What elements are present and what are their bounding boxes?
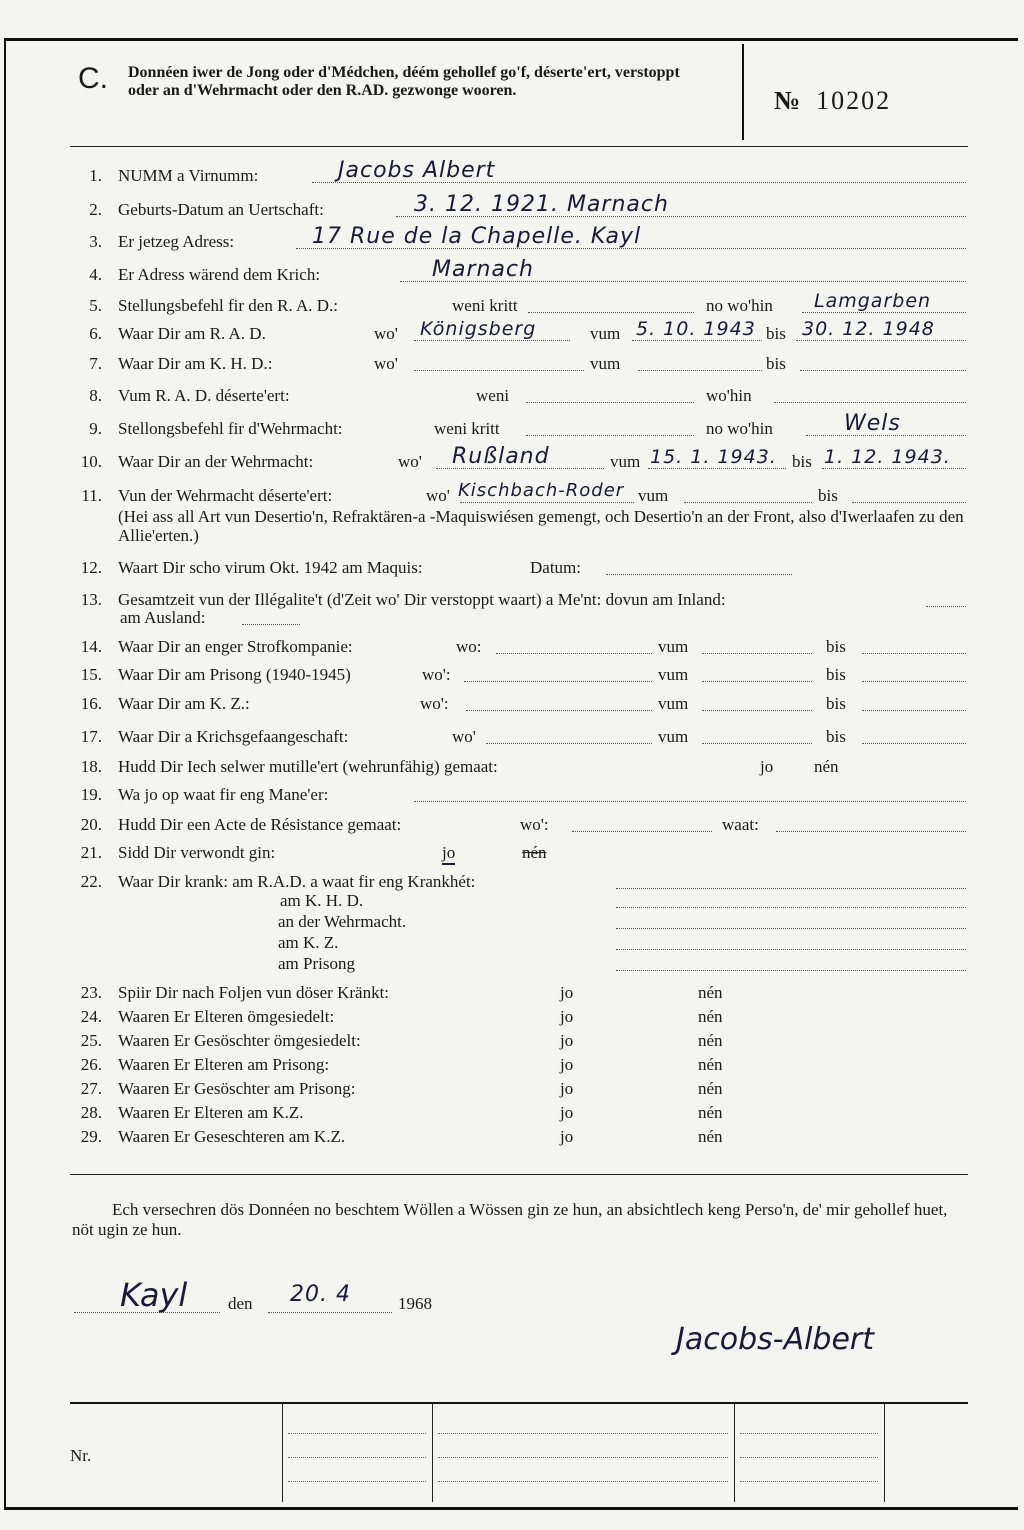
field-label: wo': [422, 665, 451, 684]
fill-line [288, 1432, 426, 1434]
row-number: 28. [80, 1103, 102, 1122]
sick-prisong: am Prisong [278, 954, 355, 973]
field-label: wo' [374, 324, 398, 343]
form-number [774, 86, 891, 116]
field-label: bis [766, 324, 786, 343]
form-row-4 [76, 257, 968, 289]
row-number: 20. [80, 815, 102, 834]
row-number: 2. [89, 200, 102, 219]
row-number: 18. [80, 757, 102, 776]
row-label: Waar Dir am K. Z.: [118, 694, 250, 713]
field-label: vum [658, 665, 689, 684]
row-number: 6. [89, 324, 102, 343]
row-label: Vum R. A. D. déserte'ert: [118, 386, 290, 405]
row-number: 26. [80, 1055, 102, 1074]
fill-line [684, 486, 812, 503]
form-row-16 [76, 694, 968, 718]
fill-line [616, 933, 966, 950]
row-label: Vun der Wehrmacht déserte'ert: [118, 486, 333, 505]
sick-kz: am K. Z. [278, 933, 339, 952]
fill-line [414, 354, 584, 371]
row-number: 22. [80, 872, 102, 891]
row-label: Waart Dir scho virum Okt. 1942 am Maquis: [118, 558, 423, 577]
row-number: 9. [89, 419, 102, 438]
desertion-note: (Hei ass all Art vun Desertio'n, Refraktären-a -Maquiswiésen gemengt, och Desertio'n an der Front, also d'Iwerlaafen zu den Allie'erten.) [118, 507, 964, 545]
row-number: 15. [80, 665, 102, 684]
field-label: wo'hin [706, 386, 752, 405]
form-row-17 [76, 727, 968, 751]
row-number: 12. [80, 558, 102, 577]
field-label: vum [658, 727, 689, 746]
row-label: Er Adress wärend dem Krich: [118, 265, 321, 284]
sick-khd: am K. H. D. [280, 891, 364, 910]
option-yes: jo [560, 1055, 574, 1074]
fill-line [740, 1480, 878, 1482]
field-label: bis [826, 727, 846, 746]
form-row-12 [76, 558, 968, 582]
field-label: vum [658, 637, 689, 656]
row-label: Er jetzeg Adress: [118, 232, 235, 251]
row-number: 10. [80, 452, 102, 471]
fill-line [862, 637, 966, 654]
option-yes: jo [560, 1127, 574, 1146]
row-number: 1. [89, 166, 102, 185]
row-number: 23. [80, 983, 102, 1002]
field-label: wo' [374, 354, 398, 373]
field-label: waat: [722, 815, 759, 834]
form-row-21 [76, 843, 968, 867]
form-row-15 [76, 665, 968, 689]
handwritten-name: Jacobs Albert [338, 158, 496, 183]
form-row-18 [76, 757, 968, 781]
fill-line [526, 386, 694, 403]
row-number: 21. [80, 843, 102, 862]
section-heading: Donnéen iwer de Jong oder d'Médchen, déém gehollef go'f, déserte'ert, verstoppt oder an d'Wehrmacht oder den R.AD. gezwonge wooren. [128, 64, 680, 99]
field-label: wo: [456, 637, 482, 656]
fill-line [774, 386, 966, 403]
field-label: wo': [520, 815, 549, 834]
table-divider [432, 1404, 433, 1502]
handwritten-place-signed: Kayl [120, 1276, 188, 1314]
option-no: nén [698, 1007, 723, 1026]
option-yes: jo [560, 983, 574, 1002]
signature: Jacobs-Albert [676, 1322, 875, 1357]
row-label: NUMM a Virnumm: [118, 166, 259, 185]
row-label: Sidd Dir verwondt gin: [118, 843, 276, 862]
row-number: 5. [89, 296, 102, 315]
field-label: weni kritt [434, 419, 500, 438]
option-yes: jo [760, 757, 774, 776]
row-label: Hudd Dir een Acte de Résistance gemaat: [118, 815, 402, 834]
row-number: 3. [89, 232, 102, 251]
form-row-6 [76, 318, 968, 348]
field-label: Datum: [530, 558, 581, 577]
row-number: 17. [80, 727, 102, 746]
fill-line [288, 1480, 426, 1482]
row-label: Waar Dir am R. A. D. [118, 324, 266, 343]
field-label: bis [826, 637, 846, 656]
section-rule [70, 1174, 968, 1175]
form-row-24 [76, 1007, 968, 1031]
row-label: Waar Dir an enger Strofkompanie: [118, 637, 353, 656]
fill-line [438, 1456, 728, 1458]
fill-line [438, 1432, 728, 1434]
form-row-23 [76, 983, 968, 1007]
field-label: bis [766, 354, 786, 373]
fill-line [926, 590, 966, 607]
handwritten-date-signed: 20. 4 [290, 1282, 351, 1307]
fill-line [702, 637, 812, 654]
handwritten-date-to: 30. 12. 1948 [802, 318, 935, 340]
field-label: vum [590, 354, 621, 373]
handwritten-place: Königsberg [420, 318, 537, 340]
fill-line [242, 608, 300, 625]
field-label: bis [826, 694, 846, 713]
option-no: nén [814, 757, 839, 776]
row-label: Waaren Er Elteren ömgesiedelt: [118, 1007, 335, 1026]
year-label: 1968 [398, 1294, 432, 1313]
option-no: nén [698, 1127, 723, 1146]
field-label: no wo'hin [706, 296, 773, 315]
fill-line [288, 1456, 426, 1458]
nr-label: Nr. [70, 1446, 92, 1465]
header-divider [742, 44, 744, 140]
row-label: Waaren Er Gesöschter ömgesiedelt: [118, 1031, 361, 1050]
form-row-13 [76, 590, 968, 614]
fill-line [862, 665, 966, 682]
option-no: nén [698, 983, 723, 1002]
option-yes: jo [560, 1031, 574, 1050]
den-label: den [228, 1294, 253, 1313]
table-divider [282, 1404, 283, 1502]
field-label: vum [658, 694, 689, 713]
row-number: 4. [89, 265, 102, 284]
form-row-3 [76, 224, 968, 256]
option-no: nén [698, 1079, 723, 1098]
handwritten-date-from: 15. 1. 1943. [650, 446, 777, 468]
fill-line [466, 694, 652, 711]
row-number: 19. [80, 785, 102, 804]
fill-line [616, 891, 966, 908]
field-label: bis [826, 665, 846, 684]
row-label: Waar Dir am Prisong (1940-1945) [118, 665, 351, 684]
header-rule [70, 146, 968, 147]
section-letter: C. [78, 62, 108, 95]
option-yes: jo [560, 1007, 574, 1026]
form-row-2 [76, 192, 968, 224]
form-row-19 [76, 785, 968, 809]
sick-wehrmacht: an der Wehrmacht. [278, 912, 407, 931]
fill-line [414, 785, 966, 802]
row-label: Waar Dir a Krichsgefaangeschaft: [118, 727, 349, 746]
row-number: 7. [89, 354, 102, 373]
form-row-8 [76, 386, 968, 410]
form-number-value: 10202 [816, 86, 892, 115]
fill-line [740, 1456, 878, 1458]
handwritten-address: 17 Rue de la Chapelle. Kayl [312, 224, 642, 249]
option-no: nén [698, 1031, 723, 1050]
table-divider [884, 1404, 885, 1502]
row-number: 29. [80, 1127, 102, 1146]
fill-line [616, 872, 966, 889]
fill-line [862, 694, 966, 711]
fill-line [740, 1432, 878, 1434]
row-label: Waar Dir krank: am R.A.D. a waat fir eng Krankhét: [118, 872, 476, 891]
fill-line [464, 665, 652, 682]
row-label: Stellongsbefehl fir d'Wehrmacht: [118, 419, 343, 438]
form-row-5 [76, 290, 968, 320]
row-label: Wa jo op waat fir eng Mane'er: [118, 785, 329, 804]
handwritten-date-from: 5. 10. 1943 [636, 318, 756, 340]
row-label: Waar Dir am K. H. D.: [118, 354, 273, 373]
form-row-9 [76, 411, 968, 443]
option-no-struck: nén [522, 843, 547, 862]
declaration-text: Ech versechren dös Donnéen no beschtem Wöllen a Wössen gin ze hun, an absichtlech keng Perso'n, de' mir gehollef huet, nöt ugin ze hun. [72, 1200, 948, 1239]
row-label: Gesamtzeit vun der Illégalite't (d'Zeit wo' Dir verstoppt waart) a Me'nt: dovun am Inland: [118, 590, 726, 609]
row-label: Geburts-Datum an Uertschaft: [118, 200, 324, 219]
row-number: 27. [80, 1079, 102, 1098]
field-label: wo': [420, 694, 449, 713]
fill-line [572, 815, 712, 832]
fill-line [852, 486, 966, 503]
field-label: wo' [398, 452, 422, 471]
fill-line [528, 296, 694, 313]
row-label: Stellungsbefehl fir den R. A. D.: [118, 296, 339, 315]
row-number: 8. [89, 386, 102, 405]
fill-line [702, 727, 812, 744]
field-label: no wo'hin [706, 419, 773, 438]
form-row-1 [76, 158, 968, 190]
fill-line [496, 637, 652, 654]
field-label: weni kritt [452, 296, 518, 315]
form-row-10 [76, 444, 968, 476]
handwritten-place: Kischbach-Roder [458, 480, 625, 501]
row-label: Spiir Dir nach Foljen vun döser Kränkt: [118, 983, 390, 1002]
option-yes-underlined: jo [442, 843, 455, 865]
row-number: 24. [80, 1007, 102, 1026]
handwritten-birth: 3. 12. 1921. Marnach [414, 192, 669, 217]
abroad-label: am Ausland: [120, 608, 206, 627]
row-label: Waaren Er Gesöschter am Prisong: [118, 1079, 356, 1098]
row-13-abroad [120, 608, 205, 628]
field-label: vum [590, 324, 621, 343]
handwritten-place: Rußland [452, 444, 550, 469]
handwritten-war-address: Marnach [432, 257, 534, 282]
option-yes: jo [560, 1103, 574, 1122]
field-label: wo' [452, 727, 476, 746]
option-no: nén [698, 1103, 723, 1122]
row-number: 13. [80, 590, 102, 609]
row-number: 14. [80, 637, 102, 656]
fill-line [800, 354, 966, 371]
form-row-27 [76, 1079, 968, 1103]
row-label: Hudd Dir Iech selwer mutille'ert (wehrunfähig) gemaat: [118, 757, 498, 776]
form-row-29 [76, 1127, 968, 1151]
form-row-7 [76, 354, 968, 378]
fill-line [862, 727, 966, 744]
row-number: 16. [80, 694, 102, 713]
field-label: bis [818, 486, 838, 505]
row-number: 11. [81, 486, 102, 505]
fill-line [526, 419, 694, 436]
row-number: 25. [80, 1031, 102, 1050]
fill-line [776, 815, 966, 832]
fill-line [486, 727, 652, 744]
fill-line [702, 665, 812, 682]
fill-line [606, 558, 792, 575]
field-label: vum [610, 452, 641, 471]
handwritten-destination: Wels [844, 411, 901, 436]
form-row-14 [76, 637, 968, 661]
row-label: Waaren Er Geseschteren am K.Z. [118, 1127, 346, 1146]
handwritten-date-to: 1. 12. 1943. [824, 446, 951, 468]
form-row-28 [76, 1103, 968, 1127]
field-label: weni [476, 386, 510, 405]
fill-line [616, 912, 966, 929]
row-label: Waaren Er Elteren am Prisong: [118, 1055, 330, 1074]
fill-line [616, 954, 966, 971]
number-symbol: № [774, 86, 801, 115]
fill-line [638, 354, 762, 371]
row-label: Waaren Er Elteren am K.Z. [118, 1103, 304, 1122]
field-label: bis [792, 452, 812, 471]
form-row-26 [76, 1055, 968, 1079]
row-label: Waar Dir an der Wehrmacht: [118, 452, 314, 471]
form-row-20 [76, 815, 968, 839]
form-row-25 [76, 1031, 968, 1055]
table-divider [734, 1404, 735, 1502]
option-no: nén [698, 1055, 723, 1074]
handwritten-destination: Lamgarben [814, 290, 932, 312]
form-header [70, 44, 970, 144]
fill-line [438, 1480, 728, 1482]
fill-line [702, 694, 812, 711]
field-label: vum [638, 486, 669, 505]
office-use-table [70, 1402, 968, 1502]
option-yes: jo [560, 1079, 574, 1098]
field-label: wo' [426, 486, 450, 505]
